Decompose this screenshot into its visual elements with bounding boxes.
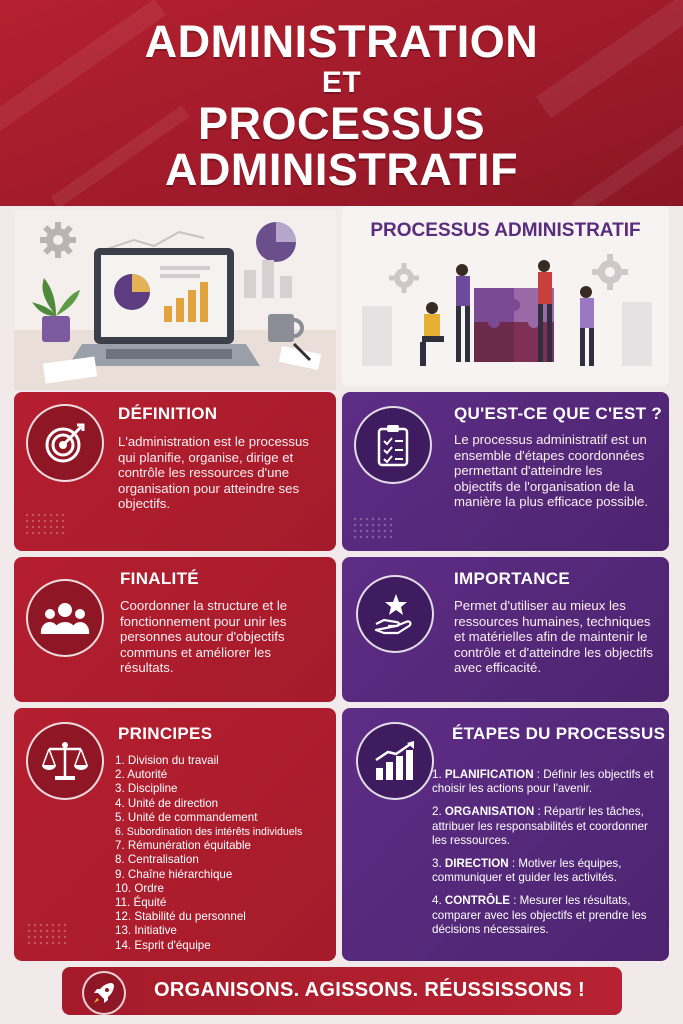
balance-scale-icon [26,722,104,800]
people-group-icon [26,579,104,657]
principe-item: 3. Discipline [115,782,178,796]
step-number: 3. [432,857,442,871]
principes-list [115,754,331,953]
hand-star-icon [356,575,434,653]
definition-card [14,392,336,551]
importance-text: Permet d'utiliser au mieux les ressources humaines, techniques et matérielles afin de maintenir le contrôle et d'atteindre les objectifs avec efficacité. [454,598,653,675]
step-text: : Motiver les équipes, communiquer et guider les activités. [432,857,622,885]
definition-title: DÉFINITION [118,404,218,423]
principe-item: 11. Équité [115,896,167,910]
principe-item: 6. Subordination des intérêts individuels [115,826,303,839]
principe-item: 10. Ordre [115,881,164,895]
footer-banner [62,967,622,1015]
etapes-card [342,708,669,961]
title-line-2: ET [321,66,362,99]
growth-chart-icon [356,722,434,800]
etapes-title: ÉTAPES DU PROCESSUS [452,724,666,743]
principe-item: 14. Esprit d'équipe [115,938,211,952]
step-name: PLANIFICATION [444,768,534,781]
step-text: : Mesurer les résultats, comparer avec les objectifs et prendre les décisions nécessaires. [432,894,647,936]
step-item [432,768,658,796]
principe-item: 12. Stabilité du personnel [115,910,246,924]
principe-item: 1. Division du travail [115,754,219,767]
step-name: DIRECTION [444,857,509,871]
what-card [342,392,669,551]
footer-slogan: ORGANISONS. AGISSONS. RÉUSSISSONS ! [154,979,585,1001]
gear-icon [40,222,76,258]
laptop-desk-illustration [14,210,336,390]
importance-card [342,557,669,702]
laptop-desk-image [14,210,336,390]
principe-item: 4. Unité de direction [115,796,219,810]
step-number: 4. [432,894,442,908]
gear-icon [592,254,628,290]
title-line-3: PROCESSUS [197,98,486,149]
header-banner [0,0,683,206]
finalite-card [14,557,336,702]
process-banner-title: PROCESSUS ADMINISTRATIF [370,220,641,241]
process-illustration [342,206,669,386]
clipboard-checklist-icon [354,406,432,484]
target-icon [26,404,104,482]
principe-item: 8. Centralisation [115,853,199,867]
step-item [432,894,658,937]
principes-title: PRINCIPES [118,724,213,743]
step-item [432,857,658,885]
what-text: Le processus administratif est un ensemble d'étapes coordonnées permettant d'atteindre les objectifs de l'organisation de la manière la plus efficace possible. [454,432,649,509]
principe-item: 9. Chaîne hiérarchique [115,867,233,881]
title-line-1: ADMINISTRATION [144,16,539,67]
step-item [432,805,658,848]
step-text: : Définir les objectifs et choisir les actions pour l'avenir. [432,768,654,796]
step-number: 2. [432,805,442,819]
principes-card [14,708,336,961]
step-number: 1. [432,768,442,781]
etapes-list [432,768,658,946]
step-name: ORGANISATION [444,805,535,819]
puzzle-team-image [342,206,669,386]
title-line-4: ADMINISTRATIF [164,144,519,195]
step-name: CONTRÔLE [444,894,510,908]
principe-item: 2. Autorité [115,768,168,782]
gear-icon [389,263,419,293]
principe-item: 5. Unité de commandement [115,810,258,824]
principe-item: 13. Initiative [115,924,177,938]
finalite-title: FINALITÉ [120,569,199,588]
definition-text: L'administration est le processus qui planifie, organise, dirige et contrôle les ressources d'une organisation pour atteindre ses objectifs. [118,434,309,511]
step-text: : Répartir les tâches, attribuer les responsabilités et coordonner les ressources. [432,805,648,847]
what-title: QU'EST-CE QUE C'EST ? [454,404,663,423]
importance-title: IMPORTANCE [454,569,571,588]
principe-item: 7. Rémunération équitable [115,839,251,853]
finalite-text: Coordonner la structure et le fonctionnement pour unir les personnes autour d'objectifs communs et améliorer les résultats. [120,598,288,675]
rocket-icon [82,971,126,1015]
